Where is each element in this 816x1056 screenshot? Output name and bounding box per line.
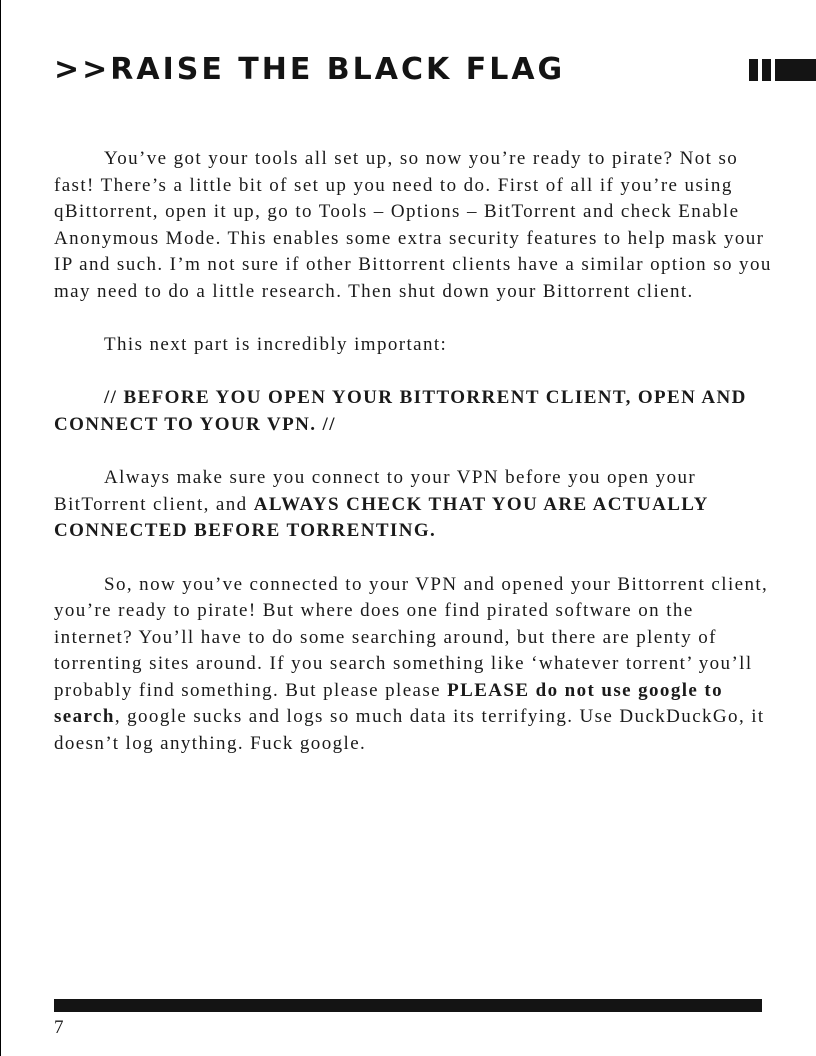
footer-rule bbox=[54, 999, 762, 1012]
paragraph-vpn-warning bbox=[54, 385, 774, 438]
vpn-warning-text: // BEFORE YOU OPEN YOUR BITTORRENT CLIENT, OPEN AND CONNECT TO YOUR VPN. // bbox=[54, 387, 747, 435]
page-title: >>RAISE THE BLACK FLAG bbox=[54, 52, 566, 87]
always-check-emphasis: ALWAYS CHECK THAT YOU ARE ACTUALLY CONNECTED BEFORE TORRENTING. bbox=[54, 493, 709, 542]
corner-bar-decoration bbox=[749, 59, 816, 81]
paragraph-important-intro: This next part is incredibly important: bbox=[104, 334, 448, 356]
finding-software-text: So, now you’ve connected to your VPN and opened your Bittorrent client, you’re ready to pirate! But where does one find pirated software on the internet? You’ll have to do some searching around, but there are plenty of torrenting sites around. If you search something like ‘whatever torrent’ you’ll probably find something. But please please bbox=[54, 573, 769, 701]
body-text bbox=[54, 146, 774, 784]
corner-bar-1 bbox=[749, 59, 758, 81]
corner-bar-3 bbox=[775, 59, 816, 81]
page-number: 7 bbox=[54, 1017, 64, 1038]
corner-bar-2 bbox=[762, 59, 771, 81]
finding-software-text-end: , google sucks and logs so much data its terrifying. Use DuckDuckGo, it doesn’t log anything. Fuck google. bbox=[54, 706, 765, 755]
paragraph-always-connect bbox=[54, 465, 774, 545]
paragraph-tools-setup: You’ve got your tools all set up, so now you’re ready to pirate? Not so fast! There’s a little bit of set up you need to do. First of all if you’re using qBittorrent, open it up, go to Tools – Options – BitTorrent and check Enable Anonymous Mode. This enables some extra security features to help mask your IP and such. I’m not sure if other Bittorrent clients have a similar option so you may need to do a little research. Then shut down your Bittorrent client. bbox=[54, 148, 772, 302]
always-connect-text: Always make sure you connect to your VPN before you open your BitTorrent client, and bbox=[54, 467, 697, 515]
page-left-border bbox=[0, 0, 1, 1056]
no-google-emphasis: PLEASE do not use google to search bbox=[54, 679, 724, 728]
paragraph-finding-software bbox=[54, 572, 774, 758]
